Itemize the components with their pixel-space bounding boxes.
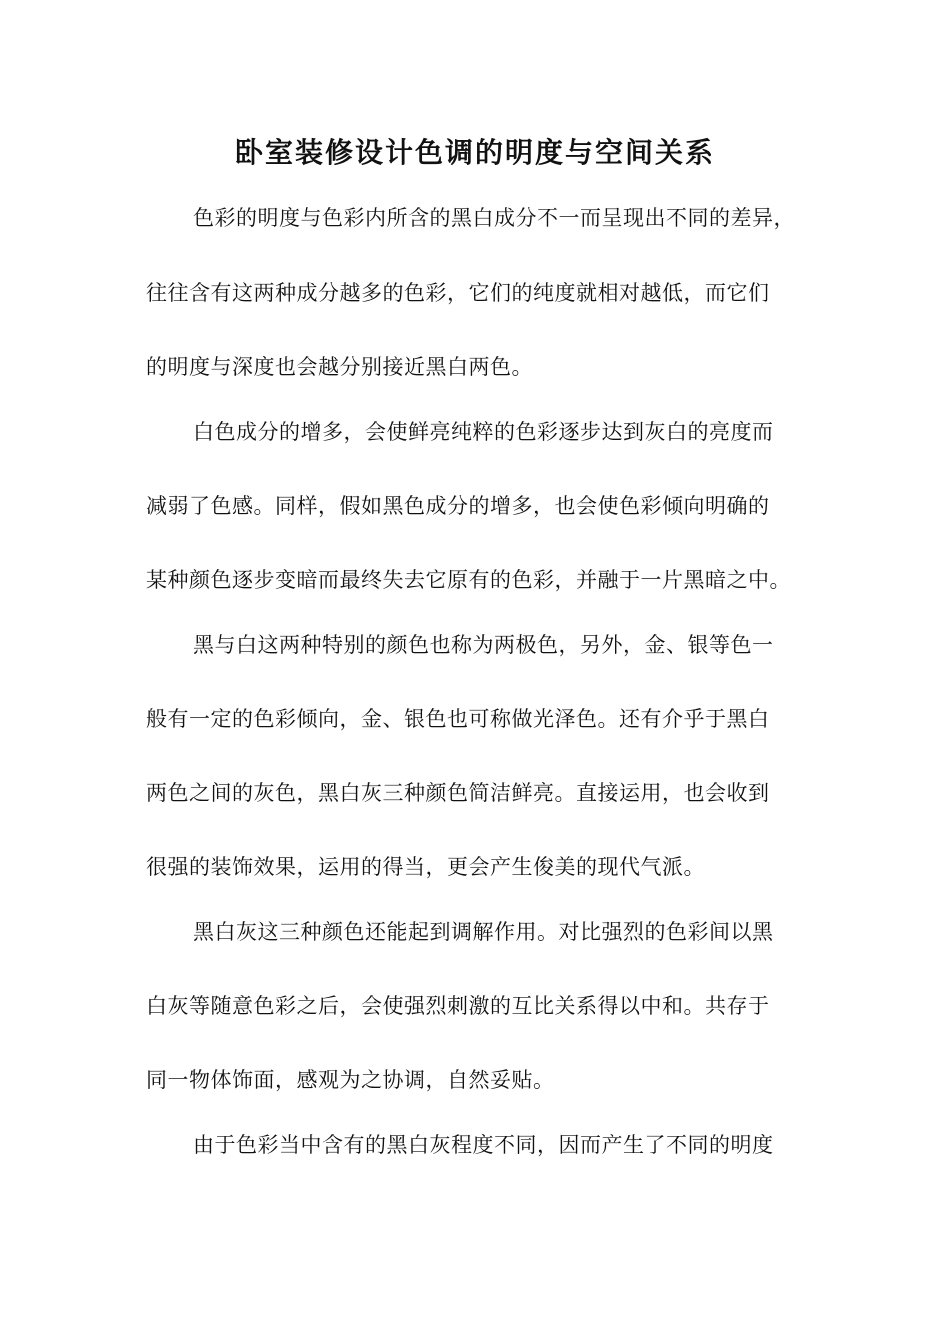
paragraph-line: 黑与白这两种特别的颜色也称为两极色，另外，金、银等色一 <box>193 633 774 657</box>
paragraph-line: 减弱了色感。同样，假如黑色成分的增多，也会使色彩倾向明确的 <box>146 494 770 518</box>
paragraph-line: 般有一定的色彩倾向，金、银色也可称做光泽色。还有介乎于黑白 <box>146 707 770 731</box>
paragraph-line: 黑白灰这三种颜色还能起到调解作用。对比强烈的色彩间以黑 <box>193 920 774 944</box>
paragraph-line: 白色成分的增多，会使鲜亮纯粹的色彩逐步达到灰白的亮度而 <box>193 420 774 444</box>
document-title: 卧室装修设计色调的明度与空间关系 <box>234 136 715 169</box>
paragraph-line: 色彩的明度与色彩内所含的黑白成分不一而呈现出不同的差异， <box>193 206 795 230</box>
paragraph-line: 某种颜色逐步变暗而最终失去它原有的色彩，并融于一片黑暗之中。 <box>146 568 791 592</box>
paragraph-line: 白灰等随意色彩之后，会使强烈刺激的互比关系得以中和。共存于 <box>146 994 770 1018</box>
paragraph-line: 往往含有这两种成分越多的色彩，它们的纯度就相对越低，而它们 <box>146 281 770 305</box>
paragraph-line: 的明度与深度也会越分别接近黑白两色。 <box>146 355 533 379</box>
paragraph-line: 很强的装饰效果，运用的得当，更会产生俊美的现代气派。 <box>146 855 705 879</box>
paragraph-line: 两色之间的灰色，黑白灰三种颜色简洁鲜亮。直接运用，也会收到 <box>146 781 770 805</box>
paragraph-line: 由于色彩当中含有的黑白灰程度不同，因而产生了不同的明度 <box>193 1133 774 1157</box>
paragraph-line: 同一物体饰面，感观为之协调，自然妥贴。 <box>146 1068 555 1092</box>
